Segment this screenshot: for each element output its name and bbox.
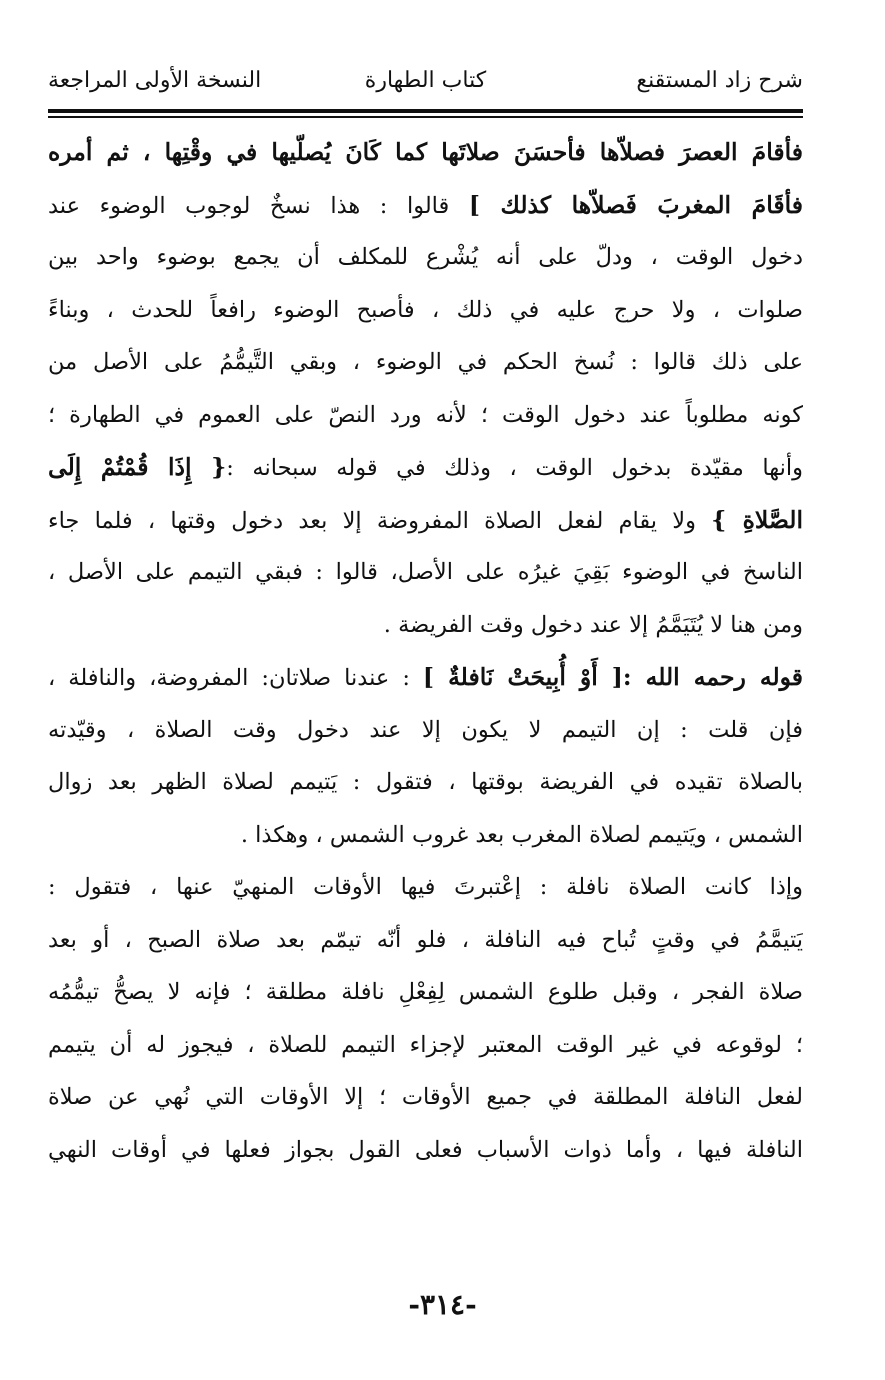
body-text <box>48 126 803 1176</box>
text-run: ومن هنا لا يُتَيَمَّمُ إلا عند دخول وقت الفريضة . <box>383 611 803 638</box>
page-number: -٣١٤- <box>408 1288 477 1321</box>
text-line <box>48 861 803 914</box>
text-line <box>48 599 803 652</box>
text-line <box>48 651 803 704</box>
text-line <box>48 179 803 232</box>
header-divider-thick <box>48 109 803 113</box>
chapter-title: كتاب الطهارة <box>364 68 487 93</box>
text-line <box>48 441 803 494</box>
text-run: قالوا : هذا نسخٌ لوجوب الوضوء عند <box>48 192 469 219</box>
text-line <box>48 966 803 1019</box>
text-run: فأقامَ العصرَ فصلاّها فأحسَنَ صلاتَها كما كَانَ يُصلّيها في وقْتِها ، ثم أمره <box>48 138 803 166</box>
text-line <box>48 1124 803 1177</box>
text-line <box>48 389 803 442</box>
text-run: كونه مطلوباً عند دخول الوقت ؛ لأنه ورد النصّ على العموم في الطهارة ؛ <box>48 401 803 428</box>
text-line <box>48 756 803 809</box>
header-divider-thin <box>48 116 803 118</box>
text-line <box>48 809 803 862</box>
text-run: : عندنا صلاتان: المفروضة، والنافلة ، <box>48 665 423 691</box>
text-run: صلاة الفجر ، وقبل طلوع الشمس لِفِعْلِ نافلة مطلقة ؛ فإنه لا يصحُّ تيمُّمُه <box>48 979 803 1005</box>
text-line <box>48 126 803 179</box>
text-run: ولا يقام لفعل الصلاة المفروضة إلا بعد دخول وقتها ، فلما جاء <box>48 507 712 534</box>
text-run: على ذلك قالوا : نُسخ الحكم في الوضوء ، وبقي التَّيمُّمُ على الأصل من <box>48 349 803 375</box>
text-line <box>48 546 803 599</box>
text-run: قوله رحمه الله :[ أَوْ أُبِيحَتْ نَافلةٌ ] <box>422 663 803 691</box>
text-line <box>48 1071 803 1124</box>
text-run: فإن قلت : إن التيمم لا يكون إلا عند دخول وقت الصلاة ، وقيّدته <box>48 716 803 743</box>
text-run: لفعل النافلة المطلقة في جميع الأوقات ؛ إلا الأوقات التي نُهي عن صلاة <box>48 1084 803 1110</box>
edition-note: النسخة الأولى المراجعة <box>48 68 262 93</box>
text-run: { إِذَا قُمْتُمْ إِلَى <box>48 453 227 481</box>
text-line <box>48 1019 803 1072</box>
text-run: الناسخ في الوضوء بَقِيَ غيرُه على الأصل، قالوا : فبقي التيمم على الأصل ، <box>48 559 803 585</box>
text-run: دخول الوقت ، ودلّ على أنه يُشْرع للمكلف أن يجمع بوضوء واحد بين <box>48 244 803 270</box>
text-line <box>48 914 803 967</box>
text-line <box>48 284 803 337</box>
text-run: بالصلاة تقيده في الفريضة بوقتها ، فتقول : يَتيمم لصلاة الظهر بعد زوال <box>48 769 803 795</box>
text-run: وأنها مقيّدة بدخول الوقت ، وذلك في قوله سبحانه : <box>226 455 803 481</box>
text-run: الصَّلاةِ } <box>711 505 803 534</box>
text-line <box>48 704 803 757</box>
text-line <box>48 336 803 389</box>
text-line <box>48 231 803 284</box>
text-run: النافلة فيها ، وأما ذوات الأسباب فعلى القول بجواز فعلها في أوقات النهي <box>48 1136 803 1163</box>
page-header <box>48 64 803 104</box>
text-run: الشمس ، ويَتيمم لصلاة المغرب بعد غروب الشمس ، وهكذا . <box>240 821 803 848</box>
text-run: صلوات ، ولا حرج عليه في ذلك ، فأصبح الوضوء رافعاً للحدث ، وبناءً <box>48 296 803 323</box>
book-title: شرح زاد المستقنع <box>636 68 803 93</box>
text-run: فأقَامَ المغربَ فَصلاّها كذلك ] <box>468 190 803 219</box>
text-run: وإذا كانت الصلاة نافلة : إعْتبرتَ فيها الأوقات المنهيّ عنها ، فتقول : <box>48 874 803 900</box>
text-line <box>48 494 803 547</box>
text-run: ؛ لوقوعه في غير الوقت المعتبر لإجزاء التيمم للصلاة ، فيجوز له أن يتيمم <box>48 1031 803 1058</box>
text-run: يَتيمَّمُ في وقتٍ تُباح فيه النافلة ، فلو أنّه تيمّم بعد صلاة الصبح ، أو بعد <box>48 926 803 953</box>
